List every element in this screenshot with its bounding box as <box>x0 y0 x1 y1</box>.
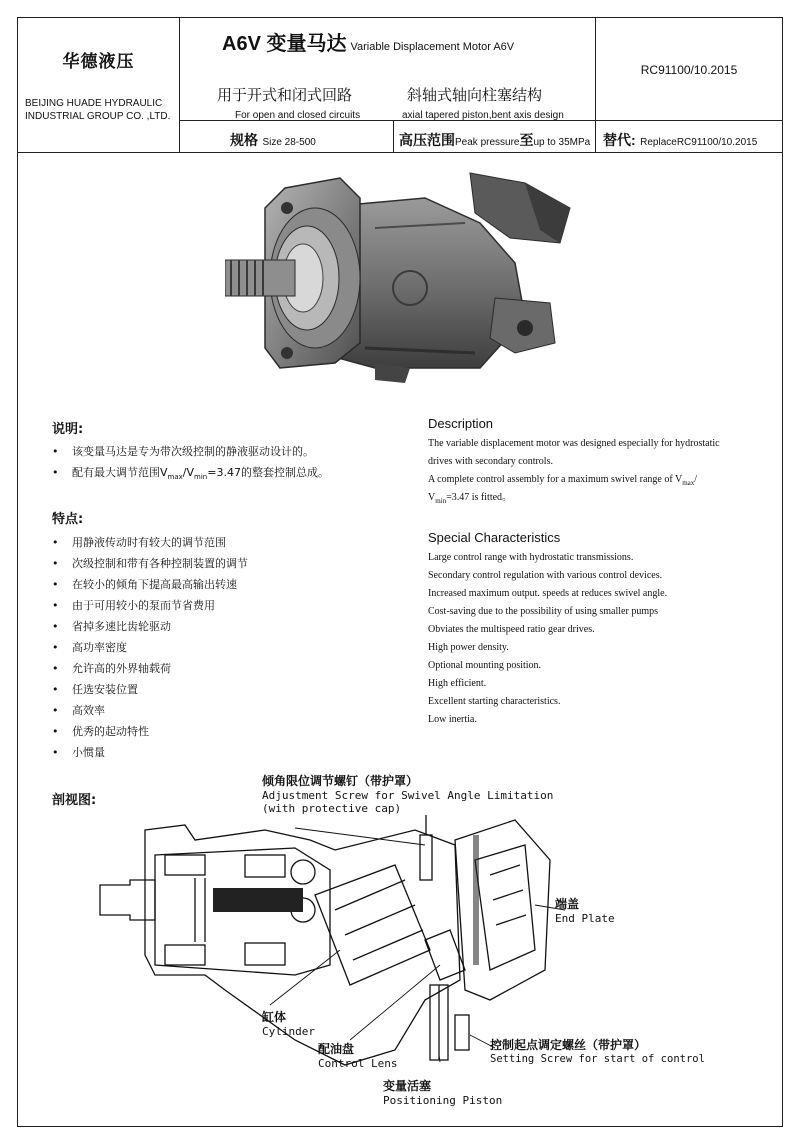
list-item: Excellent starting characteristics. <box>428 696 561 707</box>
label-positioning-piston <box>383 1077 502 1107</box>
list-item: High power density. <box>428 642 509 653</box>
brand-en-line1: BEIJING HUADE HYDRAULIC <box>25 98 163 109</box>
label-piston-en: Positioning Piston <box>383 1094 503 1107</box>
pressure-value-a: Peak pressure <box>455 137 520 148</box>
list-item: • 任选安装位置 <box>52 679 397 700</box>
list-item: • 次级控制和带有各种控制装置的调节 <box>52 553 397 574</box>
description-en-line: The variable displacement motor was designed especially for hydrostatic <box>428 438 720 449</box>
list-item: Optional mounting position. <box>428 660 542 671</box>
label-adjust-en: Adjustment Screw for Swivel Angle Limitation <box>262 789 554 802</box>
list-item: Obviates the multispeed ratio gear drives. <box>428 624 595 635</box>
label-endplate-en: End Plate <box>555 912 615 925</box>
label-end-plate <box>555 895 615 925</box>
label-lens-cn: 配油盘 <box>318 1042 355 1056</box>
pressure-to: 至 <box>519 132 534 148</box>
description-en-line: $V_{min}=3.47$ is fitted。 <box>428 492 513 505</box>
label-adjust-en2: (with protective cap) <box>262 802 402 815</box>
features-en-list <box>428 549 773 729</box>
motor-photo <box>225 168 585 393</box>
list-item: Cost-saving due to the possibility of using smaller pumps <box>428 606 658 617</box>
title-en: Variable Displacement Motor A6V <box>350 41 515 53</box>
list-item: Secondary control regulation with various control devices. <box>428 570 663 581</box>
label-setting-screw <box>490 1036 705 1065</box>
replace-value: ReplaceRC91100/10.2015 <box>640 137 758 148</box>
label-setting-en: Setting Screw for start of control <box>490 1053 705 1065</box>
section-view-heading: 剖视图: <box>52 793 97 808</box>
replace-spec <box>603 130 757 150</box>
list-item: • 高功率密度 <box>52 637 397 658</box>
size-spec <box>230 130 316 150</box>
title-main: A6V 变量马达 <box>222 33 347 55</box>
list-item: • 该变量马达是专为带次级控制的静液驱动设计的。 <box>52 441 397 462</box>
list-item: Increased maximum output. speeds at reduces swivel angle. <box>428 588 668 599</box>
label-adjust-cn: 倾角限位调节螺钉（带护罩） <box>262 774 419 788</box>
list-item: High efficient. <box>428 678 487 689</box>
list-item: • 在较小的倾角下提高最高输出转速 <box>52 574 397 595</box>
label-setting-cn: 控制起点调定螺丝（带护罩） <box>490 1038 647 1052</box>
label-piston-cn: 变量活塞 <box>383 1079 432 1093</box>
label-cylinder <box>262 1008 315 1038</box>
spec-row <box>180 120 783 152</box>
subtitle2-en: axial tapered piston,bent axis design <box>402 110 564 121</box>
list-item: Low inertia. <box>428 714 477 725</box>
features-cn-heading: 特点: <box>52 512 84 527</box>
subtitle2-cn: 斜轴式轴向柱塞结构 <box>407 86 543 104</box>
doc-code: RC91100/10.2015 <box>640 63 738 77</box>
list-item: • 省掉多速比齿轮驱动 <box>52 616 397 637</box>
size-label: 规格 <box>230 132 258 148</box>
header-table <box>17 17 783 153</box>
features-en-heading: Special Characteristics <box>428 530 561 545</box>
replace-label: 替代: <box>603 132 636 148</box>
pressure-value-b: up to 35MPa <box>533 137 591 148</box>
list-item: • 允许高的外界轴载荷 <box>52 658 397 679</box>
list-item: • 优秀的起动特性 <box>52 721 397 742</box>
list-item: • 配有最大调节范围$V_{max}/V_{min}=3.47$的整套控制总成。 <box>52 462 397 483</box>
label-endplate-cn: 端盖 <box>555 897 580 911</box>
list-item: • 由于可用较小的泵而节省费用 <box>52 595 397 616</box>
features-cn-list <box>52 532 397 763</box>
brand-name-cn: 华德液压 <box>62 52 135 72</box>
description-cn <box>52 418 397 483</box>
features-cn <box>52 508 397 763</box>
description-cn-heading: 说明: <box>52 422 84 437</box>
description-en-heading: Description <box>428 416 494 431</box>
label-lens-en: Control Lens <box>318 1057 398 1070</box>
brand-cell <box>17 17 180 152</box>
list-item: • 用静液传动时有较大的调节范围 <box>52 532 397 553</box>
subtitle1-en: For open and closed circuits <box>235 110 361 121</box>
brand-en-line2: INDUSTRIAL GROUP CO. ,LTD. <box>25 111 171 122</box>
pressure-spec <box>399 130 590 150</box>
features-en <box>428 530 773 729</box>
label-adjustment-screw <box>262 772 553 815</box>
label-control-lens <box>318 1040 397 1070</box>
subtitle1-cn: 用于开式和闭式回路 <box>217 86 353 104</box>
doc-title <box>222 27 514 56</box>
list-item: • 小惯量 <box>52 742 397 763</box>
label-cylinder-en: Cylinder <box>262 1025 315 1038</box>
brand-name-en <box>25 97 180 123</box>
list-item: • 高效率 <box>52 700 397 721</box>
size-value: Size 28-500 <box>262 137 316 148</box>
description-cn-list <box>52 441 397 483</box>
description-en-line: drives with secondary controls. <box>428 456 553 467</box>
list-item: Large control range with hydrostatic transmissions. <box>428 552 634 563</box>
pressure-label: 高压范围 <box>399 132 455 148</box>
description-en-line: A complete control assembly for a maximum swivel range of $V_{max}/$ <box>428 474 698 487</box>
label-cylinder-cn: 缸体 <box>262 1010 287 1024</box>
description-en <box>428 416 773 507</box>
